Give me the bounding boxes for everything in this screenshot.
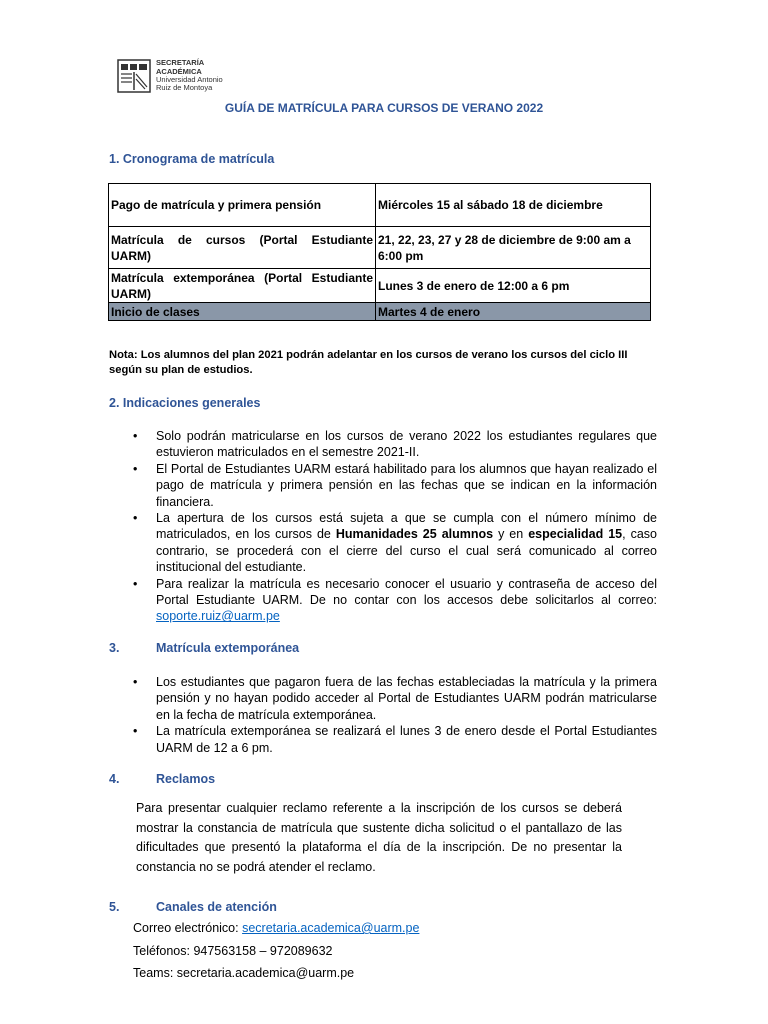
- list-item-text: Para realizar la matrícula es necesario conocer el usuario y contraseña de acceso del Portal Estudiante UARM. De no contar con los accesos debe solicitarlos al correo:: [156, 576, 657, 608]
- contact-email-line: [133, 921, 419, 935]
- section-3-number: 3.: [109, 641, 120, 655]
- table-row: [109, 227, 651, 269]
- logo-line-4: Ruiz de Montoya: [156, 83, 213, 93]
- section-5-heading: Canales de atención: [156, 900, 277, 914]
- table-cell-date: Lunes 3 de enero de 12:00 a 6 pm: [376, 269, 651, 303]
- schedule-table: [108, 183, 651, 321]
- academic-email-link[interactable]: secretaria.academica@uarm.pe: [242, 921, 420, 935]
- especialidad-minimum: especialidad 15: [528, 527, 623, 542]
- bullet-icon: •: [133, 724, 138, 739]
- list-item-text: y en: [493, 527, 529, 542]
- table-row: [109, 184, 651, 227]
- contact-teams: Teams: secretaria.academica@uarm.pe: [133, 966, 355, 980]
- logo-line-2: ACADÉMICA: [156, 66, 202, 76]
- email-label: Correo electrónico:: [133, 921, 243, 935]
- section-1-heading: 1. Cronograma de matrícula: [109, 152, 275, 166]
- late-enrollment-list: [133, 674, 657, 756]
- page-title: GUÍA DE MATRÍCULA PARA CURSOS DE VERANO 2022: [224, 101, 544, 115]
- table-cell-date: Martes 4 de enero: [376, 303, 651, 321]
- table-cell-activity: Inicio de clases: [109, 303, 376, 321]
- table-cell-date: Miércoles 15 al sábado 18 de diciembre: [376, 184, 651, 227]
- bullet-icon: •: [133, 429, 138, 443]
- logo-text: [156, 59, 223, 92]
- list-item: [133, 428, 657, 461]
- note-text: Nota: Los alumnos del plan 2021 podrán adelantar en los cursos de verano los cursos del ciclo III según su plan de estudios.: [109, 349, 628, 376]
- section-2-heading: 2. Indicaciones generales: [109, 396, 261, 410]
- support-email-link[interactable]: soporte.ruiz@uarm.pe: [156, 609, 280, 624]
- table-cell-date: 21, 22, 23, 27 y 28 de diciembre de 9:00 am a 6:00 pm: [376, 227, 651, 269]
- list-item: [133, 576, 657, 625]
- table-row-highlight: [109, 303, 651, 321]
- bullet-icon: •: [133, 511, 138, 526]
- section-4-number: 4.: [109, 772, 120, 786]
- list-item-text: , caso contrario, se procederá con el cierre del curso el cual será comunicado al correo institucional del estudiante.: [156, 527, 657, 575]
- logo-line-1: SECRETARÍA: [156, 58, 205, 68]
- logo: [117, 58, 247, 94]
- list-item-text: Los estudiantes que pagaron fuera de las fechas estableciadas la matrícula y la primera pensión y no hayan podido acceder al Portal de Estudiantes UARM podrán matricularse en la fecha de matrícula extemporánea.: [156, 675, 657, 722]
- section-3-heading: Matrícula extemporánea: [156, 641, 300, 655]
- list-item: [133, 723, 657, 756]
- list-item-text: Solo podrán matricularse en los cursos de verano 2022 los estudiantes regulares que estuvieron matriculados en el semestre 2021-II.: [156, 429, 657, 460]
- bullet-icon: •: [133, 675, 138, 689]
- list-item: [133, 461, 657, 510]
- table-cell-activity: Matrícula extemporánea (Portal Estudiante UARM): [109, 269, 376, 303]
- table-cell-activity: Matrícula de cursos (Portal Estudiante UARM): [109, 227, 376, 269]
- table-row: [109, 269, 651, 303]
- list-item: [133, 510, 657, 576]
- general-indications-list: [133, 428, 657, 625]
- contact-phones: Teléfonos: 947563158 – 972089632: [133, 944, 333, 958]
- section-4-heading: Reclamos: [156, 772, 216, 786]
- section-5-number: 5.: [109, 900, 120, 914]
- humanidades-minimum: Humanidades 25 alumnos: [335, 527, 494, 542]
- university-crest-icon: [117, 59, 151, 93]
- list-item-text: La matrícula extemporánea se realizará el lunes 3 de enero desde el Portal Estudiantes UARM de 12 a 6 pm.: [156, 724, 657, 755]
- list-item-text: El Portal de Estudiantes UARM estará habilitado para los alumnos que hayan realizado el pago de matrícula y primera pensión en las fechas que se indican en la información financiera.: [156, 461, 657, 509]
- list-item: [133, 674, 657, 723]
- table-cell-activity: Pago de matrícula y primera pensión: [109, 184, 376, 227]
- bullet-icon: •: [133, 576, 138, 591]
- list-item-text: La apertura de los cursos está sujeta a que se cumpla con el número mínimo de matriculados, en los cursos de: [156, 511, 657, 542]
- claims-paragraph: Para presentar cualquier reclamo referente a la inscripción de los cursos se deberá mostrar la constancia de matrícula que sustente dicha solicitud o el pantallazo de las dificultades que presentó la plataforma el día de la inscripción. De no presentar la constancia no se podrá atender el reclamo.: [136, 801, 622, 874]
- logo-line-3: Universidad Antonio: [156, 75, 223, 84]
- bullet-icon: •: [133, 461, 138, 476]
